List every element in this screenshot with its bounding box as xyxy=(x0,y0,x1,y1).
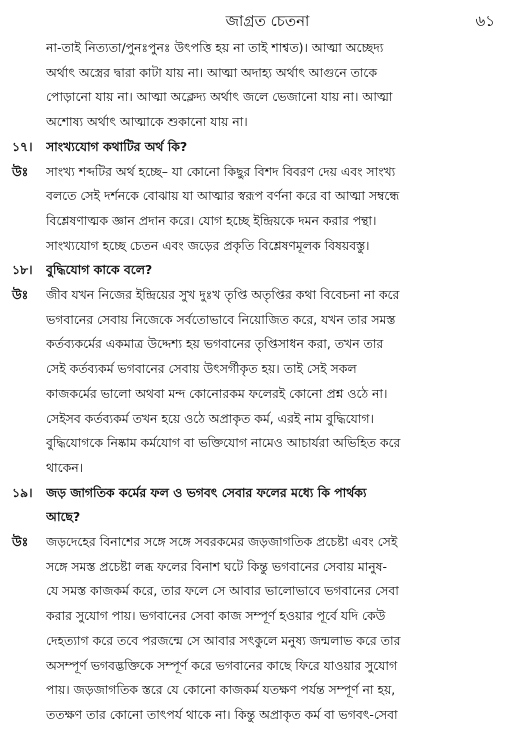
text-line: সাংখ্য শব্দটির অর্থ হচ্ছে– যা কোনো কিছুর বিশদ বিবরণ দেয় এবং সাংখ্য xyxy=(46,163,396,179)
text-line: কাজকর্মের ভালো অথবা মন্দ কোনোরকম ফলেরই কোনো প্রশ্ন ওঠে না। xyxy=(46,385,388,401)
text-line: বিশ্লেষণাত্মক জ্ঞান প্রদান করে। যোগ হচ্ছে ইন্দ্রিয়কে দমন করার পন্থা। xyxy=(46,212,377,228)
text-line: সেইসব কর্তব্যকর্ম তখন হয়ে ওঠে অপ্রাকৃত কর্ম, এরই নাম বুদ্ধিযোগ। xyxy=(46,410,374,426)
text-line: জীব যখন নিজের ইন্দ্রিয়ের সুখ দুঃখ তৃপ্তি অতৃপ্তির কথা বিবেচনা না করে xyxy=(46,287,400,303)
question-19 xyxy=(12,481,501,530)
text-line: সাংখ্যযোগ হচ্ছে চেতন এবং জড়ের প্রকৃতি বিশ্লেষণমূলক বিষয়বস্তু। xyxy=(46,237,370,253)
answer-label: উঃ xyxy=(12,163,29,179)
text-line: ভগবানের সেবায় নিজেকে সর্বতোভাবে নিয়োজিত করে, যখন তার সমস্ত xyxy=(46,311,396,327)
text-line: পোড়ানো যায় না। আত্মা অক্লেদ্য অর্থাৎ জলে ভেজানো যায় না। আত্মা xyxy=(46,89,393,105)
question-number: ১৯। xyxy=(12,484,33,500)
page-number: ৬১ xyxy=(475,12,495,30)
question-text: জড় জাগতিক কর্মের ফল ও ভগবৎ সেবার ফলের মধ্যে কি পার্থক্য xyxy=(46,484,367,500)
answer-18 xyxy=(12,283,501,481)
answer-label: উঃ xyxy=(12,534,29,550)
page-body xyxy=(12,36,501,728)
text-line: বুদ্ধিযোগকে নিষ্কাম কর্মযোগ বা ভক্তিযোগ নামেও আচার্যরা অভিহিত করে xyxy=(46,435,401,451)
running-title: জাগ্রত চেতনা xyxy=(225,12,310,30)
text-line: দেহত্যাগ করে তবে পরজন্মে সে আবার সৎকুলে মনুষ্য জন্মলাভ করে তার xyxy=(46,632,401,648)
text-line: পায়। জড়জাগতিক স্তরে যে কোনো কাজকর্ম যতক্ষণ পর্যন্ত সম্পূর্ণ না হয়, xyxy=(46,682,396,698)
text-line: সঙ্গে সমস্ত প্রচেষ্টা লব্ধ ফলের বিনাশ ঘটে কিন্তু ভগবানের সেবায় মানুষ- xyxy=(46,558,387,574)
question-number: ১৭। xyxy=(12,138,33,154)
text-line: অর্থাৎ অস্ত্রের দ্বারা কাটা যায় না। আত্মা অদাহ্য অর্থাৎ আগুনে তাকে xyxy=(46,64,378,80)
answer-19 xyxy=(12,530,501,728)
question-text: সাংখ্যযোগ কথাটির অর্থ কি? xyxy=(46,138,188,154)
question-number: ১৮। xyxy=(12,262,33,278)
text-line: যে সমস্ত কাজকর্ম করে, তার ফলে সে আবার ভালোভাবে ভগবানের সেবা xyxy=(46,583,399,599)
intro-paragraph xyxy=(12,36,501,135)
question-text: আছে? xyxy=(46,509,81,525)
question-18 xyxy=(12,258,501,283)
text-line: অশোষ্য অর্থাৎ আত্মাকে শুকানো যায় না। xyxy=(46,114,248,130)
text-line: করার সুযোগ পায়। ভগবানের সেবা কাজ সম্পূর্ণ হওয়ার পূর্বে যদি কেউ xyxy=(46,608,386,624)
question-17 xyxy=(12,135,501,160)
text-line: থাকেন। xyxy=(46,459,84,475)
answer-17 xyxy=(12,160,501,259)
text-line: অসম্পূর্ণ ভগবদ্ভক্তিকে সম্পূর্ণ করে ভগবানের কাছে ফিরে যাওয়ার সুযোগ xyxy=(46,657,398,673)
page-header xyxy=(40,8,495,34)
text-line: ততক্ষণ তার কোনো তাৎপর্য থাকে না। কিন্তু অপ্রাকৃত কর্ম বা ভগবৎ-সেবা xyxy=(46,706,398,722)
text-line: বলতে সেই দর্শনকে বোঝায় যা আত্মার স্বরূপ বর্ণনা করে বা আত্মা সম্বন্ধে xyxy=(46,188,400,204)
text-line: কর্তব্যকর্মের একমাত্র উদ্দেশ্য হয় ভগবানের তৃপ্তিসাধন করা, তখন তার xyxy=(46,336,384,352)
text-line: না-তাই নিত্যতা/পুনঃপুনঃ উৎপত্তি হয় না তাই শাশ্বত)। আত্মা অচ্ছেদ্য xyxy=(46,40,384,55)
question-text: বুদ্ধিযোগ কাকে বলে? xyxy=(46,262,153,278)
answer-label: উঃ xyxy=(12,287,29,303)
text-line: সেই কর্তব্যকর্ম ভগবানের সেবায় উৎসর্গীকৃত হয়। তাই সেই সকল xyxy=(46,361,357,377)
text-line: জড়দেহের বিনাশের সঙ্গে সঙ্গে সবরকমের জড়জাগতিক প্রচেষ্টা এবং সেই xyxy=(46,534,398,550)
